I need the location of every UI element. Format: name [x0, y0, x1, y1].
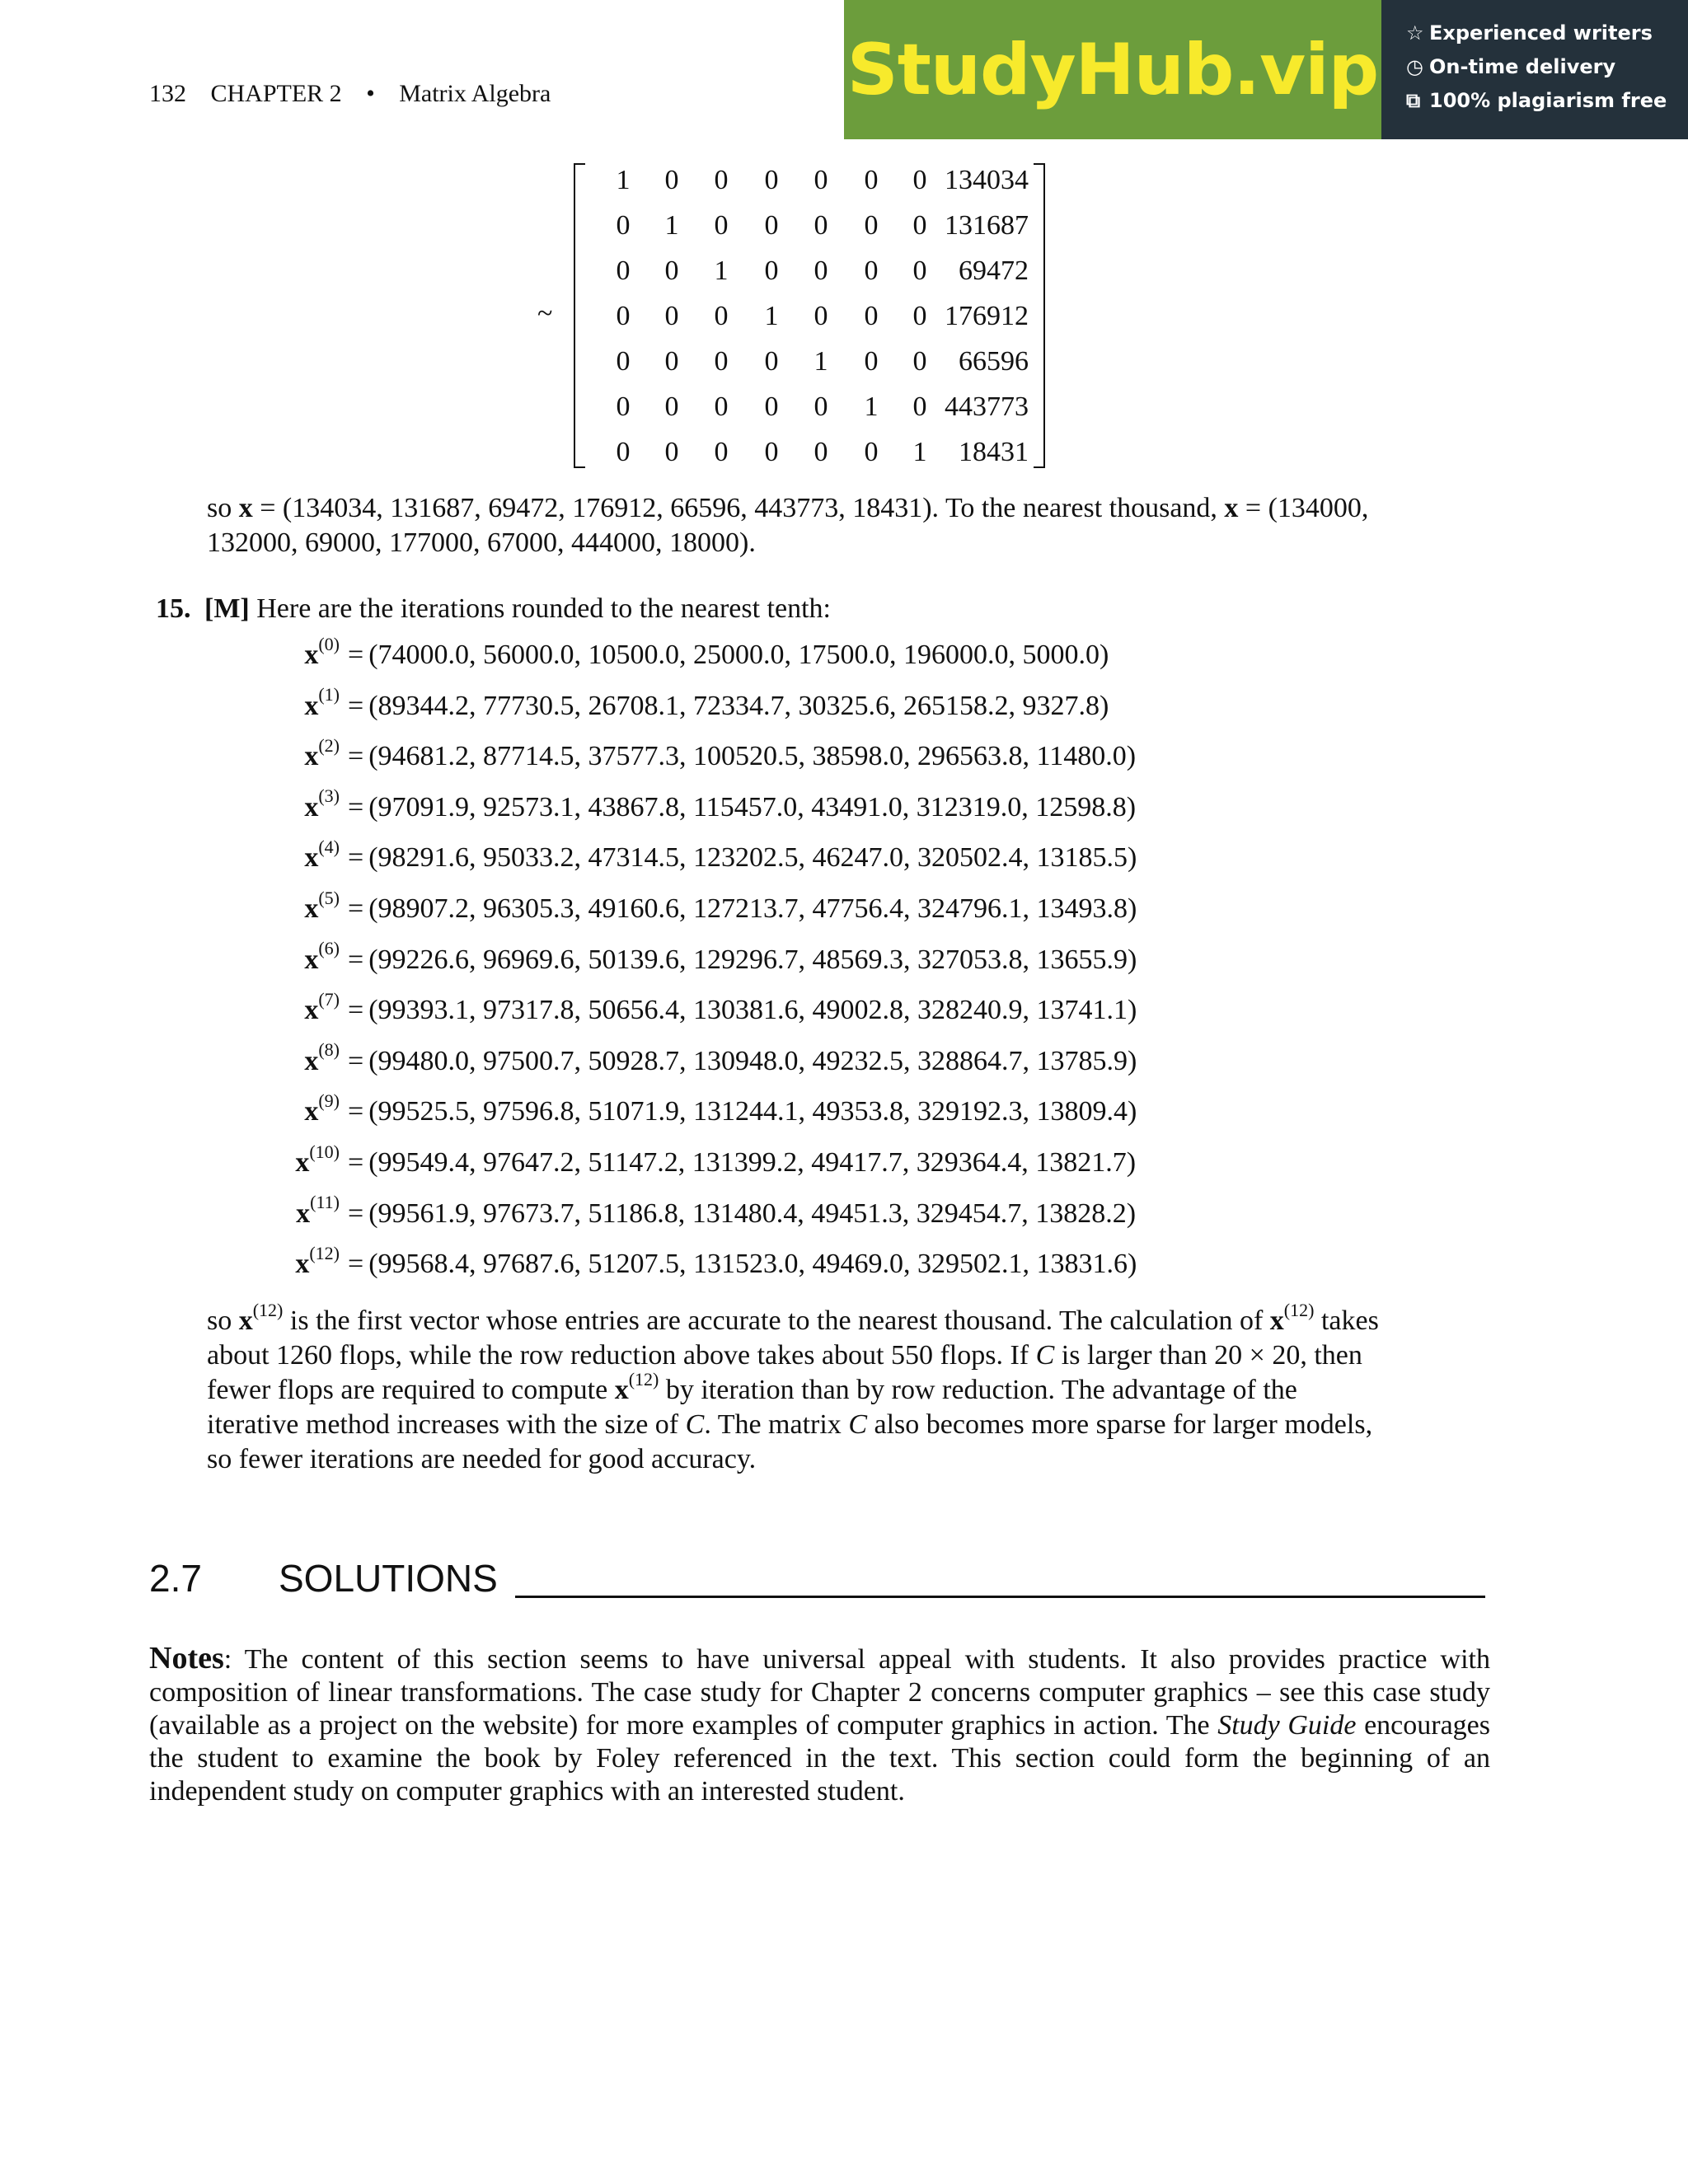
matrix-augmented-value: 18431 [959, 437, 1029, 467]
matrix-augmented-value: 131687 [945, 210, 1029, 241]
matrix-entry: 0 [864, 346, 879, 377]
matrix-entry: 0 [714, 346, 729, 377]
matrix-entry: 0 [912, 301, 927, 331]
matrix-augmented-value: 69472 [959, 255, 1029, 286]
matrix-entry: 0 [764, 165, 779, 195]
page-number: 132 [149, 80, 186, 107]
matrix-entry: 0 [764, 255, 779, 286]
matrix-entry: 1 [714, 255, 729, 286]
matrix-entry: 1 [814, 346, 828, 377]
matrix-augmented-value: 176912 [945, 301, 1029, 331]
matrix-entry: 0 [664, 301, 679, 331]
iteration-vector: (89344.2, 77730.5, 26708.1, 72334.7, 30325.6, 265158.2, 9327.8) [368, 690, 1109, 721]
studyhub-logo[interactable]: StudyHub.vip [846, 28, 1379, 111]
iteration-label: $x^{(5)}$ [304, 887, 340, 924]
iteration-vector: (99525.5, 97596.8, 51071.9, 131244.1, 49353.8, 329192.3, 13809.4) [368, 1096, 1137, 1127]
notes-label: Notes [149, 1641, 224, 1675]
matrix-entry: 0 [912, 391, 927, 422]
matrix-augmented-value: 66596 [959, 346, 1029, 377]
iteration-label: $x^{(10)}$ [295, 1141, 340, 1178]
section-number: 2.7 [149, 1557, 202, 1600]
feature-text: 100% plagiarism free [1429, 89, 1667, 112]
feature-item [1406, 55, 1688, 89]
banner-logo-panel[interactable] [844, 0, 1381, 139]
feature-item [1406, 21, 1688, 55]
banner-features [1381, 0, 1688, 139]
left-bracket [574, 163, 585, 468]
matrix-entry: 1 [616, 165, 631, 195]
iteration-line: $x^{(6)} = (99226.6$, 96969.6, 50139.6, 129296.7, 48569.3, 327053.8, 13655.9) [280, 944, 1137, 976]
iteration-vector: (99480.0, 97500.7, 50928.7, 130948.0, 49232.5, 328864.7, 13785.9) [368, 1045, 1137, 1076]
iteration-label: $x^{(8)}$ [304, 1039, 340, 1076]
iteration-line: $x^{(4)} = (98291.6$, 95033.2, 47314.5, 123202.5, 46247.0, 320502.4, 13185.5) [280, 842, 1137, 874]
section-heading [149, 1556, 498, 1601]
matrix-augmented-value: 443773 [945, 391, 1029, 422]
matrix-entry: 0 [864, 301, 879, 331]
header-separator: • [366, 80, 375, 107]
iteration-label: $x^{(4)}$ [304, 837, 340, 874]
matrix-entry: 0 [616, 301, 631, 331]
iteration-line: $x^{(9)} = (99525.5$, 97596.8, 51071.9, 131244.1, 49353.8, 329192.3, 13809.4) [280, 1096, 1137, 1127]
study-guide-title: Study Guide [1217, 1710, 1357, 1741]
section-rule [515, 1596, 1485, 1598]
matrix-entry: 0 [616, 210, 631, 241]
iteration-label: $x^{(6)}$ [304, 938, 340, 975]
exercise-number: 15 [156, 593, 184, 624]
matrix-entry: 0 [616, 346, 631, 377]
iteration-label: $x^{(0)}$ [304, 633, 340, 670]
iteration-vector: (99549.4, 97647.2, 51147.2, 131399.2, 49417.7, 329364.4, 13821.7) [368, 1147, 1137, 1178]
matrix-entry: 0 [664, 391, 679, 422]
matrix-entry: 0 [864, 437, 879, 467]
matrix-entry: 0 [814, 301, 828, 331]
iteration-line: $x^{(8)} = (99480.0$, 97500.7, 50928.7, 130948.0, 49232.5, 328864.7, 13785.9) [280, 1046, 1137, 1077]
iteration-label: $x^{(9)}$ [304, 1090, 340, 1127]
iteration-vector: (94681.2, 87714.5, 37577.3, 100520.5, 38598.0, 296563.8, 11480.0) [368, 741, 1137, 772]
matrix-entry: 0 [814, 210, 828, 241]
matrix-entry: 0 [764, 346, 779, 377]
matrix-entry: 0 [664, 437, 679, 467]
matrix-entry: 0 [814, 391, 828, 422]
iteration-vector: (99561.9, 97673.7, 51186.8, 131480.4, 49451.3, 329454.7, 13828.2) [368, 1197, 1137, 1229]
exercise-15-conclusion: so $x^{(12)}$ is the first vector whose entries are accurate to the nearest thousand. The calculation of $x^{(12)}$ takes about 1260 flops, while the row reduction above takes about 550 flops. If C is larger than 20 × 20, then fewer flops are required to compute $x^{(12)}$ by iteration than by row reduction. The advantage of the iterative method increases with the size of C. The matrix C also becomes more sparse for larger models, so fewer iterations are needed for good accuracy. [207, 1299, 1379, 1474]
matrix-entry: 0 [714, 301, 729, 331]
solution-14-text: so x = (134034, 131687, 69472, 176912, 66596, 443773, 18431). To the nearest thousand, x = (134000, 132000, 69000, 177000, 67000, 444000, 18000). [207, 493, 1369, 558]
matrix-entry: 0 [864, 210, 879, 241]
matrix-entry: 0 [664, 255, 679, 286]
iteration-line: $x^{(0)} = (74000.0$, 56000.0, 10500.0, 25000.0, 17500.0, 196000.0, 5000.0) [280, 640, 1109, 671]
copy-icon: ⧉ [1406, 89, 1421, 112]
matrix-entry: 0 [764, 437, 779, 467]
exercise-15-intro: 15. [M] Here are the iterations rounded to the nearest tenth: [156, 593, 831, 624]
matrix-entry: 0 [814, 255, 828, 286]
matrix-entry: 0 [864, 255, 879, 286]
feature-text: On-time delivery [1429, 55, 1616, 78]
matrix-entry: 0 [714, 391, 729, 422]
iteration-vector: (99568.4, 97687.6, 51207.5, 131523.0, 49469.0, 329502.1, 13831.6) [368, 1249, 1137, 1280]
chapter-title: Matrix Algebra [399, 80, 551, 107]
notes-paragraph: Notes: The content of this section seems to have universal appeal with students. It also provides practice with composition of linear transformations. The case study for Chapter 2 concerns computer graphics – see this case study (available as a project on the website) for more examples of computer graphics in action. The Study Guide encourages the student to examine the book by Foley referenced in the text. This section could form the beginning of an independent study on computer graphics with an interested student. [149, 1641, 1490, 1807]
clock-icon: ◷ [1406, 55, 1423, 78]
matrix-entry: 0 [912, 210, 927, 241]
matrix-entry: 0 [664, 346, 679, 377]
iteration-label: $x^{(3)}$ [304, 785, 340, 823]
matrix-entry: 1 [764, 301, 779, 331]
matrix-entry: 0 [912, 346, 927, 377]
matrix-entry: 0 [616, 255, 631, 286]
exercise-tag: [M] [204, 593, 250, 624]
matrix-entry: 0 [814, 437, 828, 467]
iteration-vector: (99393.1, 97317.8, 50656.4, 130381.6, 49002.8, 328240.9, 13741.1) [368, 995, 1137, 1026]
matrix-entry: 0 [616, 391, 631, 422]
iteration-line: $x^{(12)} = (99568.4$, 97687.6, 51207.5, 131523.0, 49469.0, 329502.1, 13831.6) [280, 1249, 1137, 1280]
iteration-line: $x^{(3)} = (97091.9$, 92573.1, 43867.8, 115457.0, 43491.0, 312319.0, 12598.8) [280, 792, 1136, 823]
iteration-label: $x^{(7)}$ [304, 988, 340, 1026]
iteration-label: $x^{(12)}$ [295, 1242, 340, 1280]
iteration-label: $x^{(2)}$ [304, 734, 340, 772]
iteration-label: $x^{(1)}$ [304, 684, 340, 721]
right-bracket [1034, 163, 1045, 468]
matrix-entry: 1 [912, 437, 927, 467]
iteration-label: $x^{(11)}$ [296, 1192, 340, 1229]
matrix-entry: 0 [714, 437, 729, 467]
matrix-entry: 1 [664, 210, 679, 241]
matrix-entry: 0 [912, 165, 927, 195]
chapter-label: CHAPTER 2 [210, 80, 342, 107]
iteration-vector: (99226.6, 96969.6, 50139.6, 129296.7, 48569.3, 327053.8, 13655.9) [368, 944, 1137, 975]
matrix-entry: 0 [616, 437, 631, 467]
matrix-entry: 1 [864, 391, 879, 422]
iteration-vector: (98291.6, 95033.2, 47314.5, 123202.5, 46247.0, 320502.4, 13185.5) [368, 842, 1137, 874]
iteration-line: $x^{(7)} = (99393.1$, 97317.8, 50656.4, 130381.6, 49002.8, 328240.9, 13741.1) [280, 995, 1137, 1026]
iteration-line: $x^{(2)} = (94681.2$, 87714.5, 37577.3, 100520.5, 38598.0, 296563.8, 11480.0) [280, 741, 1136, 772]
matrix-entry: 0 [912, 255, 927, 286]
iteration-line: $x^{(1)} = (89344.2$, 77730.5, 26708.1, 72334.7, 30325.6, 265158.2, 9327.8) [280, 691, 1109, 722]
studyhub-banner[interactable] [844, 0, 1688, 139]
matrix-entry: 0 [664, 165, 679, 195]
feature-text: Experienced writers [1429, 21, 1653, 45]
matrix-entry: 0 [714, 165, 729, 195]
reduced-matrix [537, 158, 1039, 473]
iteration-line: $x^{(10)} = (99549.4$, 97647.2, 51147.2, 131399.2, 49417.7, 329364.4, 13821.7) [280, 1147, 1136, 1179]
star-outline-icon: ☆ [1406, 21, 1424, 45]
iteration-vector: (74000.0, 56000.0, 10500.0, 25000.0, 17500.0, 196000.0, 5000.0) [368, 640, 1109, 670]
matrix-entry: 0 [764, 210, 779, 241]
iteration-line: $x^{(5)} = (98907.2$, 96305.3, 49160.6, 127213.7, 47756.4, 324796.1, 13493.8) [280, 893, 1137, 925]
running-head [149, 80, 551, 108]
row-equivalence-symbol: ~ [537, 298, 553, 329]
matrix-entry: 0 [714, 210, 729, 241]
feature-item [1406, 89, 1688, 123]
iteration-line: $x^{(11)} = (99561.9$, 97673.7, 51186.8, 131480.4, 49451.3, 329454.7, 13828.2) [280, 1198, 1136, 1230]
matrix-entry: 0 [764, 391, 779, 422]
iteration-vector: (97091.9, 92573.1, 43867.8, 115457.0, 43491.0, 312319.0, 12598.8) [368, 791, 1137, 823]
matrix-entry: 0 [814, 165, 828, 195]
matrix-augmented-value: 134034 [945, 165, 1029, 195]
matrix-entry: 0 [864, 165, 879, 195]
iteration-vector: (98907.2, 96305.3, 49160.6, 127213.7, 47756.4, 324796.1, 13493.8) [368, 893, 1137, 924]
section-title: SOLUTIONS [279, 1557, 498, 1600]
